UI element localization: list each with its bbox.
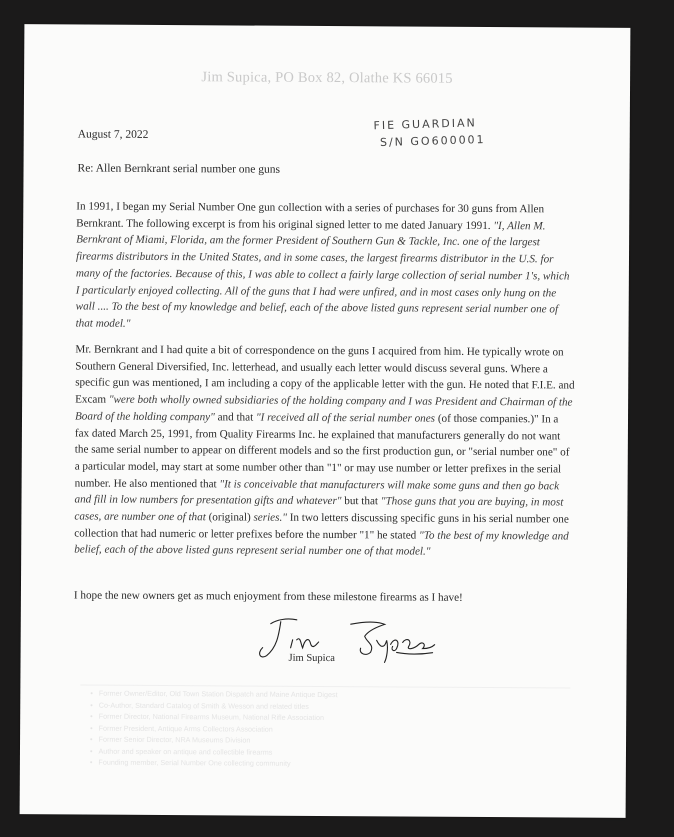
signature-name: Jim Supica — [288, 652, 335, 665]
letter-date: August 7, 2022 — [77, 128, 149, 141]
p2-text-6: In two letters discussing specific guns in his serial number one collection that had numeric or letter prefixes before the number "1" he stated — [74, 511, 569, 542]
p2-quote-2: "I received all of the serial number ones — [255, 411, 436, 425]
paragraph-correspondence — [74, 341, 575, 561]
p2-quote-3: "It is conceivable that manufacturers will make some guns and then go back and fill in low numbers for presentation gifts and whatever" — [74, 477, 560, 508]
signature-image — [257, 614, 437, 665]
footer-item: • Former Director, National Firearms Museum, National Rifle Association — [90, 711, 560, 725]
p2-text-2: and that — [214, 411, 257, 424]
letterhead: Jim Supica, PO Box 82, Olathe KS 66015 — [201, 69, 453, 87]
footer-item: • Former President, Antique Arms Collectors Association — [90, 722, 560, 736]
footer-credentials — [90, 688, 560, 771]
footer-item: • Co-Author, Standard Catalog of Smith & Wesson and related titles — [90, 699, 560, 713]
footer-item: • Former Owner/Editor, Old Town Station Dispatch and Maine Antique Digest — [90, 688, 560, 702]
p2-text-4: but that — [341, 495, 381, 508]
p2-quote-1: "were both wholly owned subsidiaries of the holding company and I was President and Chairman of the Board of the holding company" — [74, 393, 573, 424]
handwritten-note — [373, 114, 486, 151]
p2-text-3: (of those companies.)" In a fax dated March 25, 1991, from Quality Firearms Inc. he explained that manufacturers generally do not want the same serial number to appear on different models and so the first production gun, or "serial number one" of a particular model, may start at some number other than "1" or may use number or letter prefixes in the serial number. He also mentioned that — [74, 412, 570, 490]
p2-quote-6: "To the best of my knowledge and belief, each of the above listed guns represent serial number one of that model." — [74, 529, 569, 559]
paragraph-intro — [76, 198, 577, 335]
footer-item: • Author and speaker on antique and collectible firearms — [90, 745, 560, 759]
p2-text-1: Mr. Bernkrant and I had quite a bit of correspondence on the guns I acquired from him. He typically wrote on Southern General Diversified, Inc. letterhead, and usually each letter would discuss several guns. Where a specific gun was mentioned, I am including a copy of the applicable letter with the gun. He noted that F.I.E. and Excam — [75, 343, 575, 406]
p2-quote-5: series." — [253, 511, 287, 524]
paragraph-closing: I hope the new owners get as much enjoyment from these milestone firearms as I have! — [73, 589, 463, 604]
handwritten-note-line1: FIE GUARDIAN — [373, 116, 477, 133]
footer-item: • Founding member, Serial Number One collecting community — [90, 757, 560, 771]
footer-item: • Former Senior Director, NRA Museums Division — [90, 734, 560, 748]
p2-quote-4: "Those guns that you are buying, in most cases, are number one of that — [74, 495, 564, 524]
letter-page — [20, 24, 631, 818]
handwritten-note-line2: S/N GO600001 — [379, 133, 486, 150]
p2-text-5: (original) — [205, 511, 254, 524]
bernkrant-quote: "I, Allen M. Bernkrant of Miami, Florida, am the former President of Southern Gun & Tackle, Inc. one of the largest firearms distributors in the United States, and in some cases, the largest firearms distributor in the U.S. for many of the factories. Because of this, I was able to collect a fairly large collection of serial number 1's, which I particularly enjoyed collecting. All of the guns that I had were unfired, and in most cases only hung on the wall .... To the best of my knowledge and belief, each of the above listed guns represent serial number one of that model." — [75, 219, 570, 330]
intro-text: In 1991, I began my Serial Number One gun collection with a series of purchases for 30 guns from Allen Bernkrant. The following excerpt is from his original signed letter to me dated January 1991. — [76, 200, 545, 232]
subject-line: Re: Allen Bernkrant serial number one guns — [77, 162, 281, 176]
